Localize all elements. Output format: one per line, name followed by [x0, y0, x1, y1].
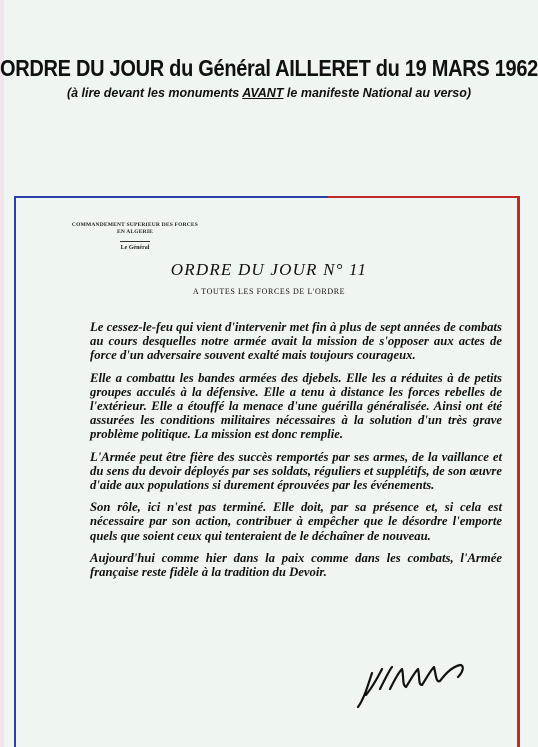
frame-top-red — [328, 196, 520, 198]
page-edge — [0, 0, 4, 747]
letterhead-org: COMMANDEMENT SUPERIEUR DES FORCES EN ALGERIE — [71, 222, 199, 235]
frame-top-blue — [180, 196, 330, 198]
letterhead-role: Le Général — [120, 245, 150, 251]
header-subtitle-emphasis: AVANT — [242, 86, 284, 100]
paragraph: Son rôle, ici n'est pas terminé. Elle doit, par sa présence et, si cela est nécessaire par son action, contribuer à empêcher que le désordre l'emporte quels que soient ceux qui tenteraient de le déchaîner de nouveau. — [90, 500, 502, 543]
paragraph: Le cessez-le-feu qui vient d'intervenir met fin à plus de sept années de combats au cours desquelles notre armée avait la mission de s'opposer aux actes de force d'un adversaire souvent exalté mais toujours courageux. — [90, 320, 502, 363]
paragraph: Aujourd'hui comme hier dans la paix comme dans les combats, l'Armée française reste fidèle à la tradition du Devoir. — [90, 550, 502, 580]
document-title: ORDRE DU JOUR N° 11 — [170, 260, 368, 279]
header-subtitle: (à lire devant les monuments AVANT le manifeste National au verso) — [66, 86, 472, 100]
paragraph: L'Armée peut être fière des succès remportés par ses armes, de la vaillance et du sens du devoir déployés par ses soldats, réguliers et supplétifs, de son œuvre d'aide aux populations si durement éprouvées par les événements. — [90, 449, 502, 493]
handwritten-signature — [352, 655, 472, 715]
header-title: ORDRE DU JOUR du Général AILLERET du 19 MARS 1962 — [0, 56, 538, 82]
letterhead-divider — [120, 241, 150, 242]
document-subtitle: A TOUTES LES FORCES DE L'ORDRE — [192, 287, 346, 296]
paragraph: Elle a combattu les bandes armées des djebels. Elle les a réduites à de petits groupes acculés à la défensive. Elle a tenu à distance les forces rebelles de l'extérieur. Elle a étouffé la menace d'une guérilla généralisée. Ainsi ont été assurées les conditions militaires nécessaires à la solution d'un très grave problème politique. La mission est donc remplie. — [90, 370, 502, 442]
document-body — [90, 320, 502, 587]
